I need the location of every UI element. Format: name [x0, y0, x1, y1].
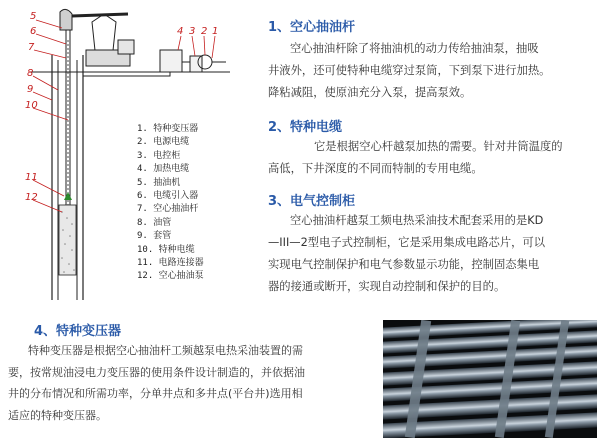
paragraph-line: 实现电气控制保护和电气参数显示功能，控制固态集电 — [268, 258, 540, 271]
legend-item: 1. 特种变压器 — [137, 124, 199, 134]
legend-item: 10. 特种电缆 — [137, 244, 195, 255]
callout-7: 7 — [28, 42, 35, 53]
legend-item: 6. 电缆引入器 — [137, 191, 199, 202]
paragraph-line: 器的接通或断开，实现自动控制和保护的目的。 — [268, 280, 506, 293]
callout-2: 2 — [201, 26, 208, 37]
legend-item: 11. 电路连接器 — [137, 258, 204, 269]
callout-1: 1 — [212, 26, 219, 37]
paragraph-line: 降粘减阻，使原油充分入泵，提高泵效。 — [268, 86, 472, 99]
section-1-body — [268, 38, 598, 104]
section-2-body — [268, 136, 598, 180]
callout-6: 6 — [30, 26, 37, 37]
callout-3: 3 — [189, 26, 196, 37]
section-1-title: 1、空心抽油杆 — [268, 20, 356, 35]
callout-9: 9 — [27, 84, 34, 95]
hollow-rods-photo — [383, 320, 597, 438]
legend-item: 12. 空心抽油泵 — [137, 271, 204, 282]
section-4-title: 4、特种变压器 — [34, 324, 122, 339]
legend-item: 2. 电源电缆 — [137, 137, 190, 148]
paragraph-line: 要，按常规油浸电力变压器的使用条件设计制造的，并依据油 — [8, 365, 305, 379]
legend-item: 7. 空心抽油杆 — [137, 204, 199, 215]
section-4-body — [8, 340, 380, 426]
legend-item: 3. 电控柜 — [137, 150, 181, 161]
paragraph-line: 适应的特种变压器。 — [8, 408, 107, 422]
callout-12: 12 — [25, 192, 38, 203]
callout-5: 5 — [30, 11, 37, 22]
callout-4: 4 — [177, 26, 184, 37]
rods-photo-drawing — [383, 320, 597, 438]
paragraph-line: 井液外，还可使特种电缆穿过泵筒，下到泵下进行加热。 — [268, 64, 551, 77]
callout-10: 10 — [25, 100, 38, 111]
callout-8: 8 — [27, 68, 34, 79]
callout-11: 11 — [25, 172, 38, 183]
paragraph-line: 井的分布情况和所需功率，分单井点和多井点(平台井)选用相 — [8, 387, 303, 400]
section-3-body — [268, 210, 598, 298]
diagram-legend — [137, 123, 204, 284]
legend-item: 9. 套管 — [137, 231, 172, 242]
paragraph-line: 它是根据空心杆越泵加热的需要。针对井筒温度的 — [314, 140, 563, 153]
paragraph-line: —III—2型电子式控制柜，它是采用集成电路芯片，可以 — [268, 236, 546, 249]
section-2-title: 2、特种电缆 — [268, 120, 343, 135]
paragraph-line: 空心抽油杆越泵工频电热采油技术配套采用的是KD — [290, 214, 544, 227]
legend-item: 4. 加热电缆 — [137, 164, 190, 175]
paragraph-line: 特种变压器是根据空心抽油杆工频越泵电热采油装置的需 — [28, 344, 303, 357]
paragraph-line: 高低，下井深度的不同而特制的专用电缆。 — [268, 162, 483, 175]
legend-item: 8. 油管 — [137, 217, 172, 228]
section-3-title: 3、电气控制柜 — [268, 194, 356, 209]
paragraph-line: 空心抽油杆除了将抽油机的动力传给抽油泵，抽吸 — [290, 42, 539, 55]
legend-item: 5. 抽油机 — [137, 177, 181, 188]
